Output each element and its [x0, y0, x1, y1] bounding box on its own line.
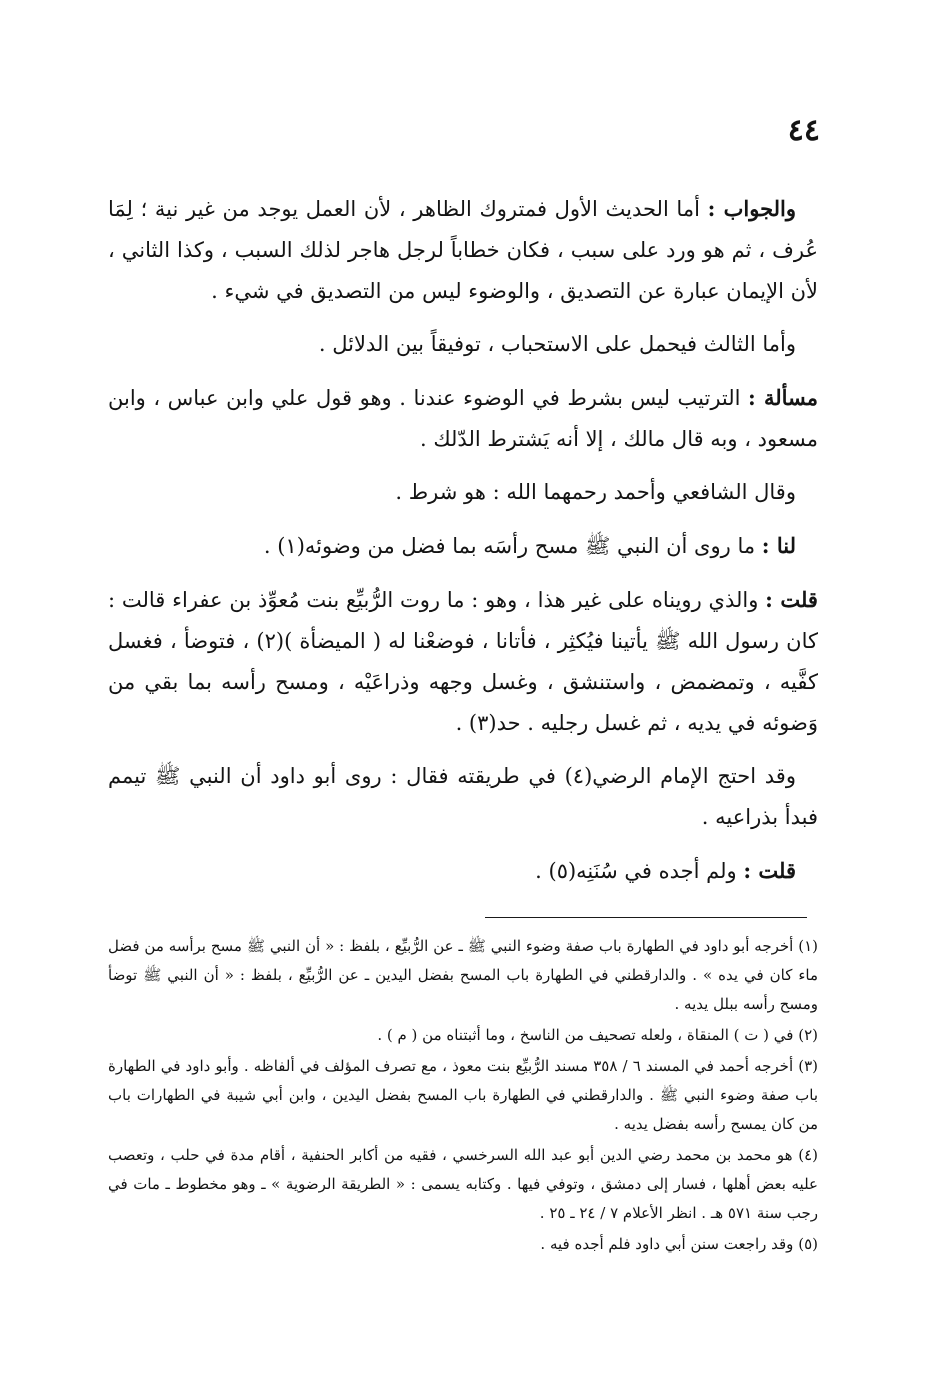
paragraph-text: ما روى أن النبي ﷺ مسح رأسَه بما فضل من وضوئه(١) .	[263, 534, 756, 558]
paragraph-text: أما الحديث الأول فمتروك الظاهر ، لأن العمل يوجد من غير نية ؛ لِمَا عُرف ، ثم هو ورد على سبب ، فكان خطاباً لرجل هاجر لذلك السبب ، وكذا الثاني ، لأن الإيمان عبارة عن التصديق ، والوضوء ليس من التصديق في شيء .	[108, 197, 818, 303]
footnote	[108, 1052, 818, 1139]
paragraph-text: ولم أجده في سُنَنِه(٥) .	[535, 859, 737, 883]
paragraph-text: وقد احتج الإمام الرضي(٤) في طريقته فقال : روى أبو داود أن النبي ﷺ تيمم فبدأ بذراعيه .	[108, 764, 818, 829]
footnote	[108, 1230, 818, 1259]
paragraph-issue	[108, 377, 818, 460]
footnote-divider	[485, 917, 807, 918]
footnote	[108, 1141, 818, 1228]
footnote-text: أخرجه أبو داود في الطهارة باب صفة وضوء النبي ﷺ ـ عن الرُّبيِّع ، بلفظ : « أن النبي ﷺ مسح برأسه من فضل ماء كان في يده » . والدارقطني في الطهارة باب المسح بفضل اليدين ـ عن الرُّبيِّع ، بلفظ : « أن النبي ﷺ توضأ ومسح رأسه ببلل يديه .	[108, 937, 818, 1013]
footnote-text: أخرجه أحمد في المسند ٦ / ٣٥٨ مسند الرُّبيِّع بنت معوذ ، مع تصرف المؤلف في ألفاظه . وأبو داود في الطهارة باب صفة وضوء النبي ﷺ . والدارقطني في الطهارة باب المسح بفضل اليدين ، وابن أبي شيبة في الطهارات باب من كان يمسح رأسه بفضل يديه .	[108, 1057, 818, 1133]
footnote-text: هو محمد بن محمد رضي الدين أبو عبد الله السرخسي ، فقيه من أكابر الحنفية ، أقام مدة في حلب ، وتعصب عليه بعض أهلها ، فسار إلى دمشق ، وتوفي فيها . وكتابه يسمى : « الطريقة الرضوية » ـ وهو مخطوط ـ مات في رجب سنة ٥٧١ هـ . انظر الأعلام ٧ / ٢٤ ـ ٢٥ .	[108, 1146, 818, 1222]
footnote	[108, 1021, 818, 1050]
paragraph-lead: قلت :	[765, 587, 818, 612]
footnotes	[108, 932, 818, 1261]
footnote	[108, 932, 818, 1019]
paragraph-lana	[108, 525, 818, 567]
footnote-number: (٤)	[798, 1146, 818, 1164]
paragraph-text: الترتيب ليس بشرط في الوضوء عندنا . وهو قول علي وابن عباس ، وابن مسعود ، وبه قال مالك ، إلا أنه يَشترط الدّلك .	[108, 386, 818, 451]
paragraph-answer	[108, 188, 818, 312]
paragraph-lead: قلت :	[743, 858, 796, 883]
paragraph-lead: لنا :	[761, 533, 796, 558]
paragraph-text: والذي رويناه على غير هذا ، وهو : ما روت الرُّبيِّع بنت مُعوِّذ بن عفراء قالت : كان رسول الله ﷺ يأتينا فيُكثِر ، فأتانا ، فوضعْنا له ( الميضأة )(٢) ، فتوضأ ، فغسل كفَّيه ، وتمضمض ، واستنشق ، وغسل وجهه وذراعَيْه ، ومسح رأسه بما بقي من وَضوئه في يديه ، ثم غسل رجليه . حد(٣) .	[108, 588, 818, 735]
paragraph-lead: والجواب :	[707, 196, 796, 221]
paragraph-lead: مسألة :	[748, 385, 818, 410]
paragraph-third-hadith	[108, 324, 818, 365]
footnote-number: (٥)	[798, 1235, 818, 1253]
footnote-number: (١)	[798, 937, 818, 955]
page-number: ٤٤	[787, 113, 820, 148]
paragraph-text: وأما الثالث فيحمل على الاستحباب ، توفيقاً بين الدلائل .	[318, 332, 796, 356]
footnote-number: (٢)	[798, 1026, 818, 1044]
paragraph-qult-2	[108, 850, 818, 892]
paragraph-imam-radi	[108, 756, 818, 838]
paragraph-shafii	[108, 472, 818, 513]
main-text	[108, 188, 818, 904]
paragraph-qult-1	[108, 579, 818, 744]
footnote-text: وقد راجعت سنن أبي داود فلم أجده فيه .	[540, 1235, 794, 1253]
footnote-text: في ( ت ) المنقاة ، ولعله تصحيف من الناسخ ، وما أثبتناه من ( م ) .	[377, 1026, 794, 1044]
paragraph-text: وقال الشافعي وأحمد رحمهما الله : هو شرط .	[395, 480, 796, 504]
footnote-number: (٣)	[798, 1057, 819, 1075]
